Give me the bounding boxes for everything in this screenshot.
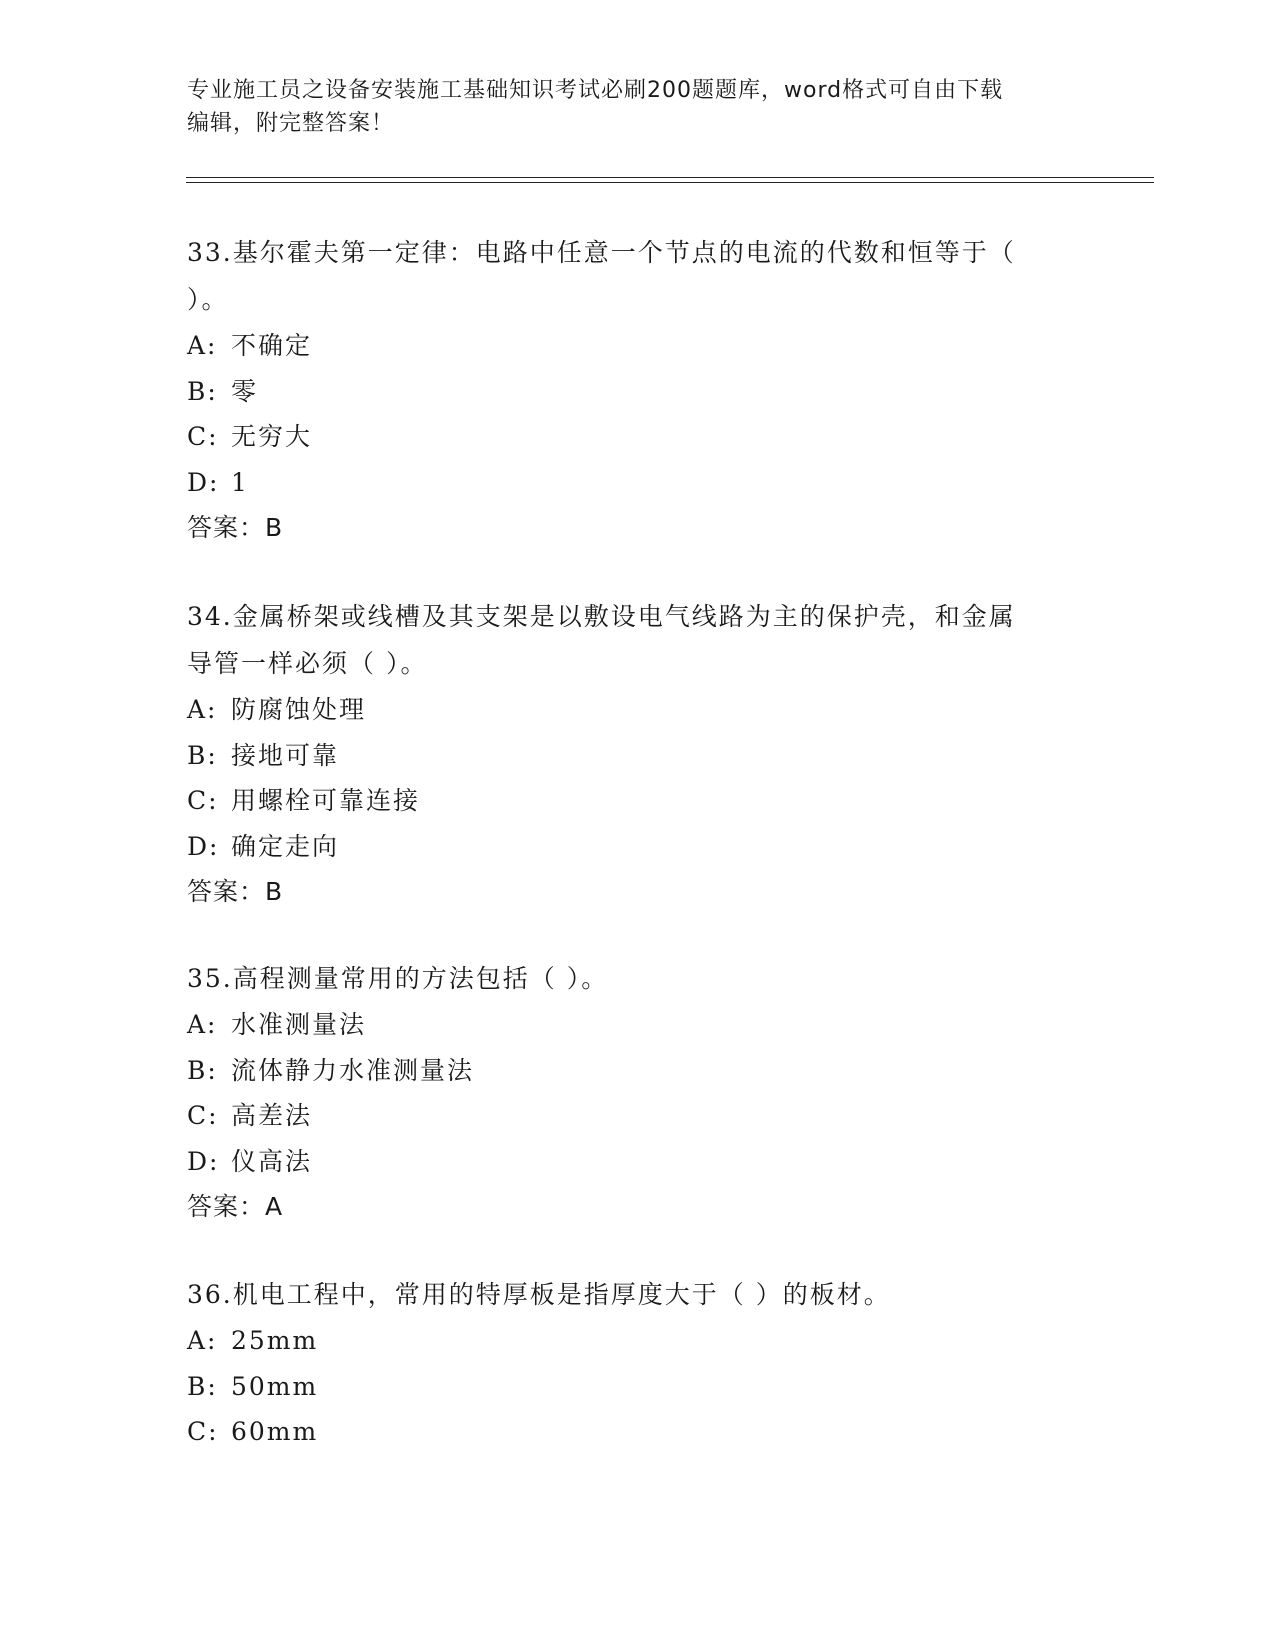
answer-line: 答案：B [187,877,284,906]
option-a [187,1318,1087,1364]
option-text: 零 [231,376,259,406]
header-title-line-2: 编辑，附完整答案！ [187,111,395,136]
question-text-line-1: 35.高程测量常用的方法包括（ ）。 [187,964,609,993]
option-text: 25mm [231,1326,319,1355]
question-text-line-1: 36.机电工程中，常用的特厚板是指厚度大于（ ）的板材。 [187,1280,891,1309]
answer-line: 答案：B [187,513,284,542]
header-divider-top [186,177,1154,178]
option-text: 50mm [231,1371,319,1401]
option-label: A: [187,1010,218,1039]
document-header [187,74,1087,140]
question-36 [187,1271,1087,1455]
question-text-line-1: 34.金属桥架或线槽及其支架是以敷设电气线路为主的保护壳，和金属 [187,602,1016,631]
option-a [187,323,1087,369]
option-text: 防腐蚀处理 [231,695,367,724]
option-text: 确定走向 [231,831,340,861]
option-text: 不确定 [231,331,313,360]
option-d [187,824,1087,870]
option-label: C: [187,1101,219,1130]
option-text: 1 [231,467,249,497]
option-c [187,1409,1087,1455]
header-divider-bottom [186,182,1154,183]
option-label: C: [187,1417,219,1446]
option-b [187,733,1087,779]
option-text: 仪高法 [231,1146,313,1176]
header-title-line-1: 专业施工员之设备安装施工基础知识考试必刷200题题库，word格式可自由下载 [187,78,1004,103]
option-label: C: [187,786,219,815]
answer-line: 答案：A [187,1192,284,1221]
option-c [187,778,1087,824]
option-text: 流体静力水准测量法 [231,1055,475,1085]
option-label: B: [187,1055,218,1085]
option-text: 用螺栓可靠连接 [231,786,421,815]
option-label: B: [187,1371,218,1401]
option-label: A: [187,1326,218,1355]
option-text: 接地可靠 [231,740,340,770]
question-33 [187,229,1087,551]
option-c [187,1093,1087,1139]
option-d [187,460,1087,506]
option-text: 高差法 [231,1101,313,1130]
option-d [187,1139,1087,1185]
option-label: C: [187,422,219,451]
option-label: B: [187,376,218,406]
question-text-line-2: 导管一样必须（ ）。 [187,649,428,678]
option-text: 水准测量法 [231,1010,367,1039]
option-text: 无穷大 [231,422,313,451]
option-b [187,1048,1087,1094]
option-a [187,1002,1087,1048]
option-c [187,414,1087,460]
option-label: D: [187,467,220,497]
option-b [187,1364,1087,1410]
option-a [187,687,1087,733]
question-34 [187,593,1087,915]
question-text-line-2: ）。 [187,285,229,314]
option-label: A: [187,695,218,724]
option-label: D: [187,831,220,861]
option-label: D: [187,1146,220,1176]
option-text: 60mm [231,1417,319,1446]
option-label: A: [187,331,218,360]
option-label: B: [187,740,218,770]
question-35 [187,955,1087,1230]
option-b [187,369,1087,415]
question-text-line-1: 33.基尔霍夫第一定律：电路中任意一个节点的电流的代数和恒等于（ [187,238,1016,267]
